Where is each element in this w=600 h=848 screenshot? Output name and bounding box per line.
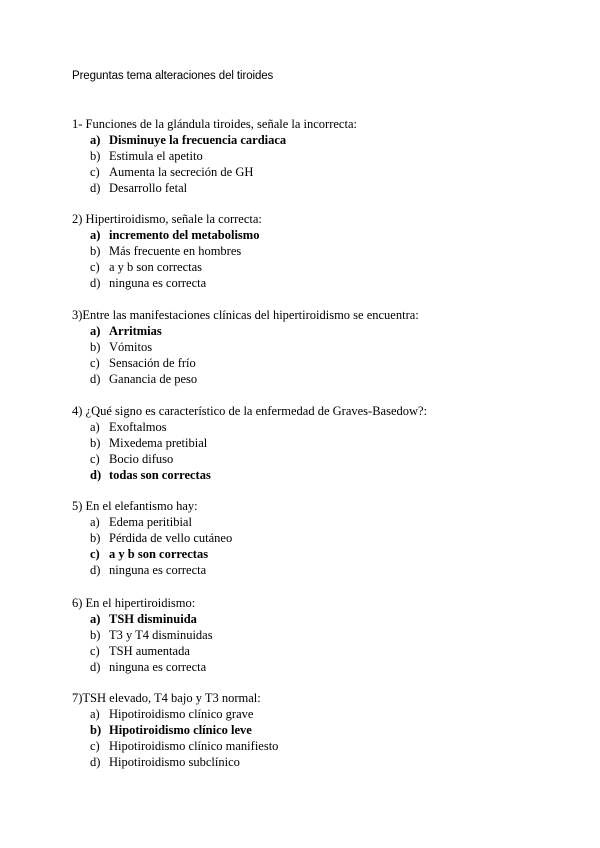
option-letter: d) bbox=[90, 660, 101, 674]
question-1 bbox=[72, 116, 357, 196]
option bbox=[72, 467, 427, 483]
question-text: 7)TSH elevado, T4 bajo y T3 normal: bbox=[72, 691, 261, 705]
question-3 bbox=[72, 307, 419, 387]
option bbox=[72, 259, 262, 275]
question-text: 6) En el hipertiroidismo: bbox=[72, 596, 196, 610]
option bbox=[72, 227, 262, 243]
option-text: Arritmias bbox=[109, 324, 162, 338]
option-text: TSH disminuida bbox=[109, 612, 197, 626]
option-letter: a) bbox=[90, 515, 100, 529]
option-letter: b) bbox=[90, 244, 101, 258]
option bbox=[72, 530, 233, 546]
option-text: T3 y T4 disminuidas bbox=[109, 628, 213, 642]
option bbox=[72, 323, 419, 339]
option-text: a y b son correctas bbox=[109, 260, 203, 274]
option bbox=[72, 355, 419, 371]
option-text: Edema peritibial bbox=[109, 515, 192, 529]
option-letter: b) bbox=[90, 628, 101, 642]
option bbox=[72, 514, 198, 530]
option-text: Más frecuente en hombres bbox=[109, 244, 242, 258]
option-letter: a) bbox=[90, 324, 101, 338]
option bbox=[72, 611, 195, 627]
option-letter: c) bbox=[90, 356, 100, 370]
option-letter: c) bbox=[90, 260, 100, 274]
option-text: ninguna es correcta bbox=[109, 563, 207, 577]
question-text: 3)Entre las manifestaciones clínicas del hipertiroidismo se encuentra: bbox=[72, 308, 419, 322]
option-text: Estimula el apetito bbox=[109, 149, 203, 163]
option bbox=[72, 148, 357, 164]
option-text: TSH aumentada bbox=[109, 644, 190, 658]
option-letter: b) bbox=[90, 436, 101, 450]
question-5 bbox=[72, 498, 233, 578]
option bbox=[72, 164, 357, 180]
option-text: Hipotiroidismo subclínico bbox=[109, 755, 240, 769]
option bbox=[72, 722, 261, 738]
option-text: Pérdida de vello cutáneo bbox=[109, 531, 233, 545]
option-text: a y b son correctas bbox=[109, 547, 209, 561]
option-text: Ganancia de peso bbox=[109, 372, 198, 386]
option bbox=[72, 339, 419, 355]
option-letter: c) bbox=[90, 739, 100, 753]
question-4 bbox=[72, 403, 427, 483]
option bbox=[72, 451, 427, 467]
question-text: 2) Hipertiroidismo, señale la correcta: bbox=[72, 212, 262, 226]
option-letter: b) bbox=[90, 149, 101, 163]
option bbox=[72, 435, 427, 451]
option-text: Mixedema pretibial bbox=[109, 436, 208, 450]
option bbox=[72, 659, 207, 675]
option-text: ninguna es correcta bbox=[109, 276, 207, 290]
option-letter: d) bbox=[90, 276, 101, 290]
option-letter: a) bbox=[90, 228, 101, 242]
option-letter: d) bbox=[90, 372, 101, 386]
option-text: Disminuye la frecuencia cardiaca bbox=[109, 133, 287, 147]
option-letter: d) bbox=[90, 468, 102, 482]
option-text: Desarrollo fetal bbox=[109, 181, 188, 195]
option bbox=[72, 275, 262, 291]
option bbox=[72, 546, 209, 562]
option-text: todas son correctas bbox=[109, 468, 211, 482]
option bbox=[72, 643, 195, 659]
option bbox=[72, 371, 419, 387]
option-letter: c) bbox=[90, 547, 100, 561]
option-letter: a) bbox=[90, 707, 100, 721]
option bbox=[72, 419, 427, 435]
option-letter: b) bbox=[90, 723, 102, 737]
question-6 bbox=[72, 595, 213, 675]
question-text: 5) En el elefantismo hay: bbox=[72, 499, 198, 513]
option bbox=[72, 132, 357, 148]
option-text: Aumenta la secreción de GH bbox=[109, 165, 254, 179]
option-letter: a) bbox=[90, 612, 101, 626]
option-text: Sensación de frío bbox=[109, 356, 196, 370]
option bbox=[72, 754, 261, 770]
option-letter: d) bbox=[90, 563, 101, 577]
option-text: Hipotiroidismo clínico grave bbox=[109, 707, 254, 721]
option-letter: b) bbox=[90, 340, 101, 354]
option-letter: a) bbox=[90, 133, 101, 147]
option bbox=[72, 738, 279, 754]
option-letter: b) bbox=[90, 531, 101, 545]
option-letter: a) bbox=[90, 420, 100, 434]
option-text: ninguna es correcta bbox=[109, 660, 207, 674]
option-text: Hipotiroidismo clínico leve bbox=[109, 723, 252, 737]
option-letter: c) bbox=[90, 452, 100, 466]
option bbox=[72, 180, 357, 196]
option-text: incremento del metabolismo bbox=[109, 228, 260, 242]
option bbox=[72, 243, 262, 259]
option-text: Bocio difuso bbox=[109, 452, 174, 466]
question-7 bbox=[72, 690, 279, 770]
option-text: Hipotiroidismo clínico manifiesto bbox=[109, 739, 279, 753]
option-letter: c) bbox=[90, 644, 100, 658]
option bbox=[72, 562, 207, 578]
option-letter: d) bbox=[90, 755, 101, 769]
option-letter: d) bbox=[90, 181, 101, 195]
option bbox=[72, 706, 261, 722]
option bbox=[72, 627, 213, 643]
option-text: Vómitos bbox=[109, 340, 153, 354]
page-title: Preguntas tema alteraciones del tiroides bbox=[72, 70, 274, 82]
option-letter: c) bbox=[90, 165, 100, 179]
question-2 bbox=[72, 211, 262, 291]
question-text: 4) ¿Qué signo es característico de la enfermedad de Graves-Basedow?: bbox=[72, 404, 428, 418]
option-text: Exoftalmos bbox=[109, 420, 167, 434]
question-text: 1- Funciones de la glándula tiroides, señale la incorrecta: bbox=[72, 117, 357, 131]
